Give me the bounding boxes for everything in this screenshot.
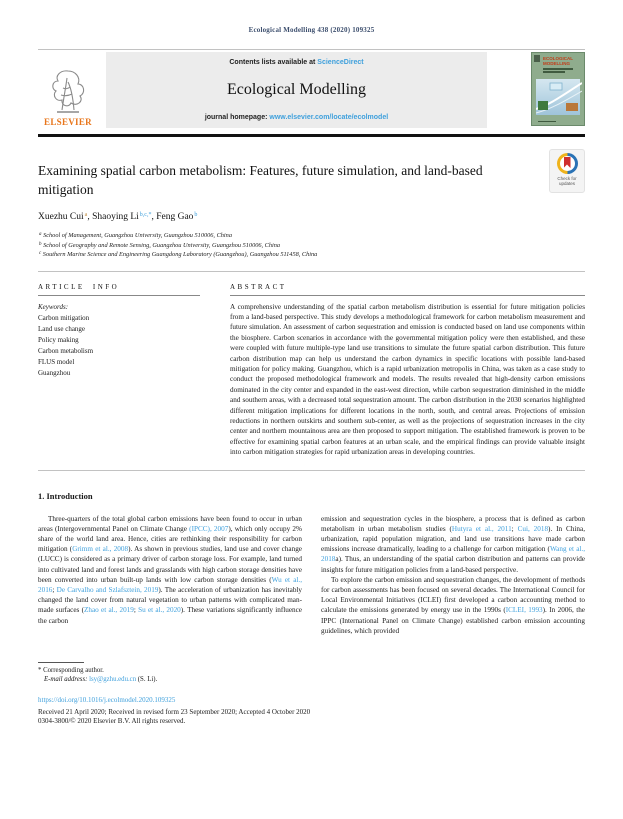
article-meta [38,272,585,470]
inline-link[interactable]: Wang et al., 2018 [321,545,585,564]
abstract-header: ABSTRACT [230,282,287,291]
bookmark-icon [564,157,571,168]
inline-link[interactable]: De Carvalho and Szlafsztein, 2019 [56,586,159,595]
text-segment: To explore the carbon emission and sequestration changes, the development of methods for carbon assessments has been focused on several decades. The International Council for Local Environmental Initiatives (ICLEI) first developed a carbon accounting method to calculate the emissions generated by energy use in the 1990s ( [321,575,585,615]
cover-artwork [536,79,580,115]
footnote-rule [38,662,84,663]
divider-meta-bottom [38,470,585,471]
text-segment: E-mail address: [44,676,90,684]
body-columns [38,514,585,636]
text-segment: ). In China, urbanization, rapid population migration, and land use transitions have made carbon emissions increase dramatically, leading to a challenge for carbon mitigation ( [321,524,585,554]
text-segment: c [39,251,42,256]
footnote-block [38,662,302,684]
inline-link[interactable]: ICLEI, 1993 [505,606,543,615]
footer-block [38,696,585,727]
elsevier-tree-icon [47,68,89,116]
contents-prefix: Contents lists available at [229,59,318,66]
inline-link[interactable]: Cui, 2018 [517,524,549,533]
inline-link[interactable]: Zhao et al., 2019 [84,606,134,615]
intro-paragraph-2 [321,575,585,636]
text-segment: ). These variations significantly influence the carbon [38,606,302,625]
article-info-header: ARTICLE INFO [38,282,120,291]
text-segment: School of Management, Guangzhou University, Guangzhou 510006, China [41,232,232,239]
email-line [38,675,302,684]
intro-paragraph-1-continued [321,514,585,575]
elsevier-logo[interactable] [38,52,98,128]
article-info-rule [38,295,200,296]
homepage-line [205,114,388,121]
text-segment: ). The acceleration of urbanization has inevitably changed the land cover from natural vegetation to urban patterns with complicated man-made surfaces ( [38,586,303,615]
text-segment: , Shaoying Li [87,212,139,222]
sciencedirect-link[interactable]: ScienceDirect [317,59,364,66]
text-segment: ; [511,524,518,533]
cover-title: ECOLOGICAL MODELLING [543,56,573,66]
inline-link[interactable]: b [194,211,198,218]
article-info-column [38,283,200,458]
journal-title: Ecological Modelling [226,81,367,98]
text-segment: Xuezhu Cui [38,212,84,222]
inline-link[interactable]: Wu et al., 2016 [38,575,302,595]
inline-link[interactable]: b,c,* [139,211,152,218]
journal-citation-header: Ecological Modelling 438 (2020) 109325 [248,26,375,34]
text-segment: b [39,241,42,247]
journal-homepage-link[interactable]: www.elsevier.com/locate/ecolmodel [269,114,389,121]
text-segment: ; [52,586,57,595]
text-segment: ). In 2006, the IPPC (International Panel on Climate Change) established carbon emission accounting guidelines, which provided [321,606,585,635]
section-heading-introduction: 1. Introduction [38,490,93,501]
issn-copyright: 0304-3800/© 2020 Elsevier B.V. All rights reserved. [38,717,186,726]
cover-publisher-mark [534,55,540,62]
article-title: Examining spatial carbon metabolism: Features, future simulation, and land-based mitigation [38,163,483,197]
affiliation-c [38,251,585,261]
text-segment: emission and sequestration cycles in the biosphere, a process that is defined as carbon metabolism in urban metabolism studies ( [321,514,585,533]
journal-cover-thumbnail[interactable] [531,52,585,126]
authors-line [38,212,585,222]
inline-link[interactable]: lsy@gzhu.edu.cn [89,676,137,684]
doi-link[interactable]: https://doi.org/10.1016/j.ecolmodel.2020.109325 [38,696,176,705]
masthead-divider [38,134,585,137]
crossmark-inner [560,156,575,171]
text-segment: (S. Li). [136,676,158,684]
text-segment: a). Thus, an understanding of the spatial carbon distribution and patterns can provide insights for future mitigation policies from a land-based perspective. [321,555,585,574]
crossmark-icon [557,153,578,174]
body-column-left [38,514,302,636]
inline-link[interactable]: Hutyra et al., 2011 [451,524,512,533]
affiliation-a [38,232,585,242]
intro-paragraph-1 [38,514,302,626]
masthead [38,52,585,128]
title-row [38,149,585,199]
abstract-rule [230,295,585,296]
contents-line [229,59,363,66]
keywords-label: Keywords: [38,302,69,311]
text-segment: Three-quarters of the total global carbon emissions have been found to occur in urban areas (Intergovernmental Panel on Climate Change [38,514,302,533]
badge-label: Check for updates [557,176,577,186]
abstract-column [230,283,585,458]
inline-link[interactable]: Grimm et al., 2008 [72,545,129,554]
keyword-item: Guangzhou [38,368,71,377]
cover-subtitle-line [543,68,573,70]
keyword-item: FLUS model [38,357,75,366]
check-for-updates-badge[interactable] [549,149,585,193]
inline-link[interactable]: Su et al., 2020 [138,606,181,615]
body-column-right [321,514,585,636]
keyword-item: Policy making [38,335,79,344]
text-segment: ; [133,606,139,615]
text-segment: a [39,232,42,237]
keyword-item: Carbon mitigation [38,313,90,322]
text-segment: ). As shown in previous studies, land use and cover change (LUCC) is considered as a primary driver of carbon storage loss. For example, land turned into cultivated land and forest lands and grasslands with high carbon storage densities have been converted into urban built-up lands with low carbon storage densities ( [38,545,302,584]
received-dates: Received 21 April 2020; Received in revised form 23 September 2020; Accepted 4 October 2020 [38,707,311,716]
keyword-item: Land use change [38,324,86,333]
elsevier-wordmark: ELSEVIER [44,117,92,127]
abstract-text: A comprehensive understanding of the spatial carbon metabolism distribution is essential for future mitigation policies from a land-based perspective. This study develops a methodological framework for carbon metabolism measurement and future simulation. An assessment of carbon sequestration and emission is conducted based on land use components within the biosphere. Carbon scenarios in accordance with the governmental mitigation policy were then established, and these were coupled with future multiple-type land use transitions to simulate the future spatial carbon distribution. This future carbon distribution map can help us understand the carbon dynamics in specific locations with possible land-based mitigation for policy making. Guangzhou, which is a rapid urbanization metropolis in China, was taken as a case study to conduct the proposed methodological framework and models. The results revealed that high-density carbon emissions dominated in the city center and expanded in the east-west direction, while carbon sequestration diminished in the middle and southern areas, with a decreased total sequestration amount. The carbon distribution in the 2030 scenarios highlighted different mitigation implications for different locations in the north, south, and central areas. Projections of emission reductions in northern outskirts and southern sub-center, as well as the projections of sequestration increases in the city center and northern mountainous area are then proposed to support mitigation. The established framework is proven to be effective for examining spatial carbon features at an urban scale, and the empirical findings can provide valuable insight into carbon mitigation strategies for rapid urbanization areas in developing countries. [230,302,585,457]
journal-banner [106,52,487,128]
affiliations [38,232,585,261]
text-segment: ), which only occupy 2% share of the world land area. Hence, cities are rethinking their responsibility for carbon mitigation ( [38,524,302,554]
cover-footer-line [538,121,556,123]
text-segment: Southern Marine Science and Engineering Guangdong Laboratory (Guangzhou), Guangzhou 511458, China [41,251,318,258]
divider-top [38,49,585,50]
corresponding-author-note: * Corresponding author. [38,667,104,675]
text-segment: School of Geography and Remote Sensing, Guangzhou University, Guangzhou 510006, China [41,241,281,249]
keyword-item: Carbon metabolism [38,346,94,355]
affiliation-b [38,242,585,252]
text-segment: a [84,211,88,218]
cover-subtitle-line-2 [543,71,565,73]
inline-link[interactable]: (IPCC), 2007 [189,524,229,533]
homepage-label: journal homepage: [204,114,270,121]
text-segment: , Feng Gao [151,212,194,222]
